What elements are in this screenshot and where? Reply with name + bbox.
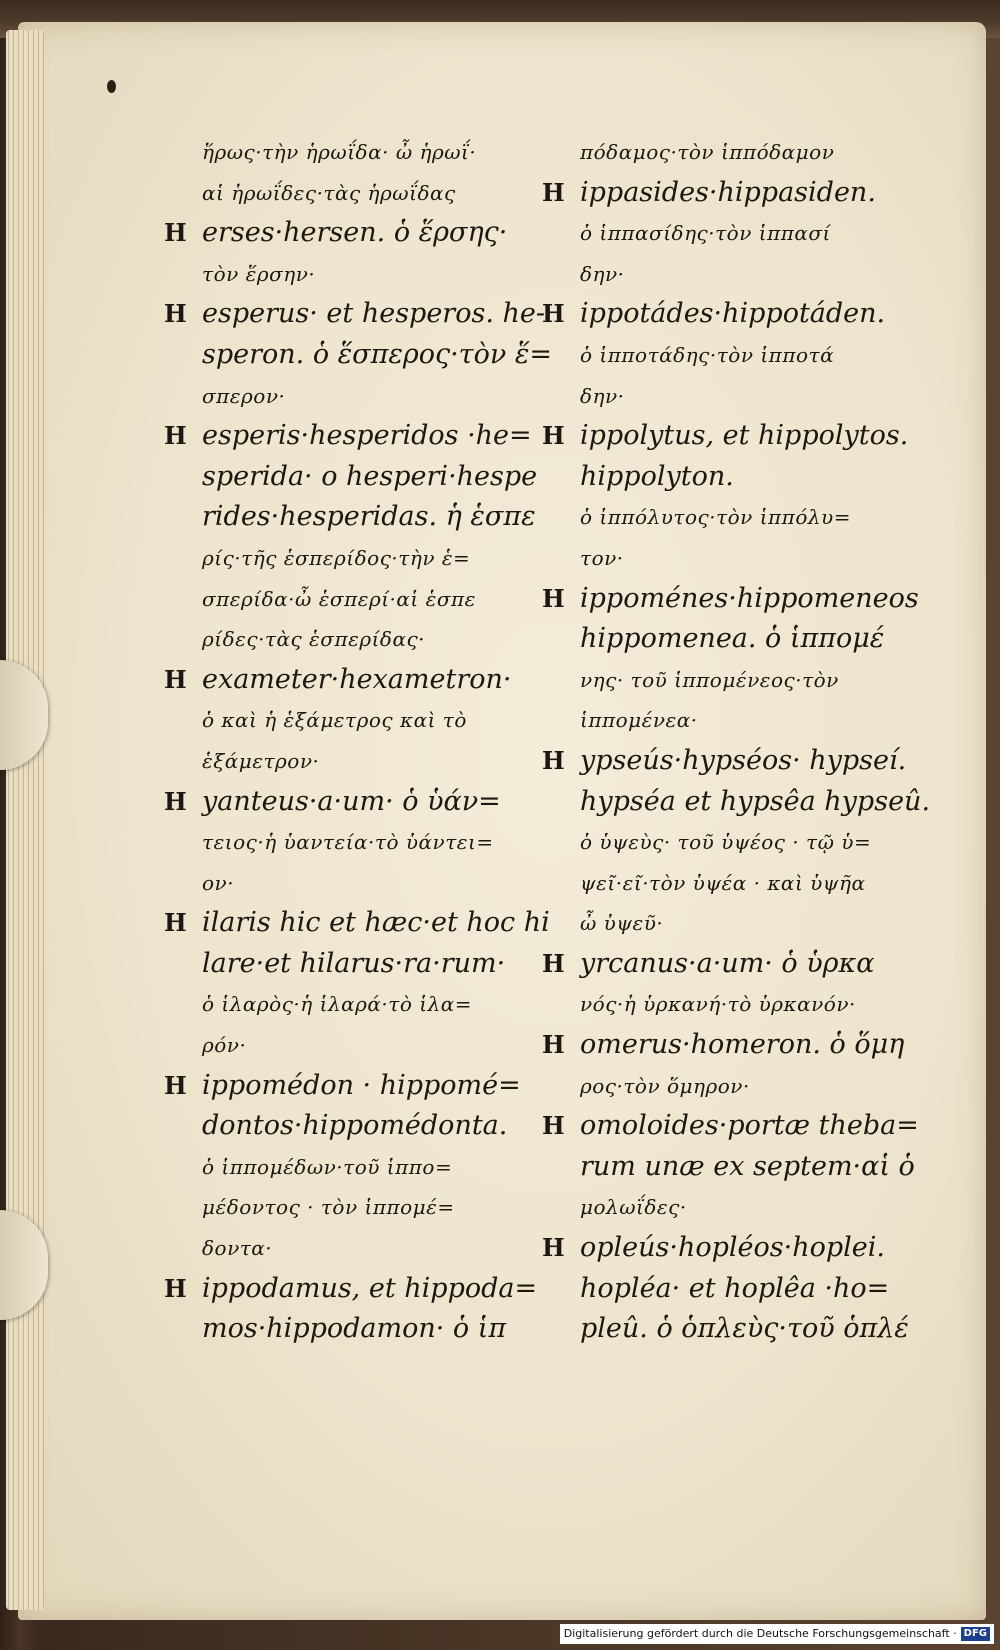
line-text: ὁ ὑψεὺς· τοῦ ὑψέος · τῷ ὑ= [580, 830, 872, 855]
line-text: δην· [580, 383, 625, 408]
entry-marker: H [164, 908, 187, 938]
text-line [542, 741, 920, 782]
ink-dot [107, 80, 116, 93]
entry-marker: H [542, 1030, 565, 1060]
line-text: speron. ὁ ἕσπερος·τὸν ἕ= [202, 338, 552, 370]
text-line [164, 903, 550, 944]
text-line [580, 376, 920, 417]
text-line [202, 1025, 542, 1066]
line-text: μολωΐδες· [580, 1195, 687, 1220]
line-text: sperida· o hesperi·hespe [202, 460, 538, 492]
line-text: ον· [202, 870, 235, 895]
entry-marker: H [542, 1233, 565, 1263]
entry-marker: H [164, 299, 187, 329]
line-text: ἱππομένεα· [580, 708, 698, 733]
text-line [580, 457, 920, 498]
line-text: τειος·ἡ ὑαντεία·τὸ ὑάντει= [202, 830, 494, 855]
text-line [202, 984, 542, 1025]
text-line [202, 254, 542, 295]
footer-text: Digitalisierung gefördert durch die Deutsche Forschungsgemeinschaft · [563, 1627, 957, 1640]
text-line [580, 1269, 920, 1310]
text-line [202, 376, 542, 417]
text-line [542, 1025, 920, 1066]
text-line [202, 822, 542, 863]
entry-marker: H [542, 745, 565, 775]
text-line [202, 132, 542, 173]
line-text: ippolytus, et hippolytos. [580, 420, 909, 452]
text-line [542, 1228, 920, 1269]
line-text: ρίς·τῆς ἑσπερίδος·τὴν ἑ= [202, 545, 471, 570]
text-line [202, 944, 542, 985]
text-line [542, 944, 920, 985]
text-line [202, 700, 542, 741]
text-line [580, 782, 931, 823]
line-text: δοντα· [202, 1236, 273, 1261]
line-text: τὸν ἕρσην· [202, 261, 316, 286]
text-line [542, 294, 920, 335]
text-line [580, 822, 920, 863]
line-text: νός·ἡ ὑρκανή·τὸ ὑρκανόν· [580, 992, 856, 1017]
line-text: ippoménes·hippomeneos [580, 582, 919, 614]
digitization-footer [560, 1624, 994, 1644]
line-text: hippomenea. ὁ ἱππομέ [580, 623, 885, 655]
entry-marker: H [164, 1273, 187, 1303]
line-text: omerus·homeron. ὁ ὅμη [580, 1029, 905, 1061]
text-line [580, 497, 920, 538]
entry-marker: H [542, 299, 565, 329]
text-line [164, 1269, 542, 1310]
line-text: ippotádes·hippotáden. [580, 298, 886, 330]
entry-marker: H [542, 583, 565, 613]
entry-marker: H [164, 218, 187, 248]
text-line [542, 1106, 920, 1147]
line-text: opleús·hopléos·hoplei. [580, 1232, 885, 1264]
text-line [164, 416, 542, 457]
line-text: lare·et hilarus·ra·rum· [202, 947, 506, 979]
text-line [580, 254, 920, 295]
line-text: ippomédon · hippomé= [202, 1069, 521, 1101]
line-text: δην· [580, 261, 625, 286]
line-text: πόδαμος·τὸν ἱππόδαμον [580, 140, 835, 164]
line-text: ὁ ἱππόλυτος·τὸν ἱππόλυ= [580, 505, 851, 530]
text-line [164, 213, 542, 254]
line-text: ὁ καὶ ἡ ἑξάμετρος καὶ τὸ [202, 708, 467, 733]
line-text: ὁ ἱλαρὸς·ἡ ἱλαρά·τὸ ἱλα= [202, 992, 473, 1017]
text-line [164, 294, 545, 335]
line-text: esperus· et hesperos. he- [202, 298, 545, 330]
line-text: ippodamus, et hippoda= [202, 1272, 538, 1304]
text-line [164, 660, 542, 701]
text-line [164, 782, 542, 823]
line-text: αἱ ἡρωΐδες·τὰς ἡρωΐδας [202, 180, 456, 205]
line-text: rides·hesperidas. ἡ ἑσπε [202, 501, 536, 533]
entry-marker: H [542, 421, 565, 451]
line-text: ilaris hic et hæc·et hoc hi [202, 907, 550, 939]
entry-marker: H [164, 421, 187, 451]
line-text: ὦ ὑψεῦ· [580, 911, 664, 936]
text-line [580, 1066, 920, 1107]
entry-marker: H [164, 1070, 187, 1100]
line-text: τον· [580, 545, 624, 570]
text-line [202, 538, 542, 579]
text-line [202, 1106, 542, 1147]
entry-marker: H [164, 786, 187, 816]
line-text: ἥρως·τὴν ἡρωΐδα· ὦ ἡρωΐ· [202, 140, 477, 164]
text-line [580, 1187, 920, 1228]
line-text: ρόν· [202, 1033, 247, 1058]
line-text: hopléa· et hoplêa ·ho= [580, 1272, 890, 1304]
text-line [542, 579, 920, 620]
line-text: exameter·hexametron· [202, 663, 512, 695]
text-line [202, 1309, 542, 1350]
text-line [202, 335, 552, 376]
text-line [202, 619, 542, 660]
line-text: mos·hippodamon· ὁ ἱπ [202, 1313, 507, 1345]
left-text-column [164, 132, 552, 1350]
dfg-logo: DFG [961, 1627, 990, 1641]
text-line [202, 457, 542, 498]
entry-marker: H [542, 1111, 565, 1141]
text-line [580, 903, 920, 944]
right-text-column [542, 132, 931, 1350]
line-text: esperis·hesperidos ·he= [202, 420, 532, 452]
text-line [542, 416, 920, 457]
entry-marker: H [164, 664, 187, 694]
line-text: ὁ ἱπποτάδης·τὸν ἱπποτά [580, 342, 835, 367]
text-line [580, 213, 920, 254]
line-text: ρίδες·τὰς ἑσπερίδας· [202, 627, 426, 652]
line-text: hypséa et hypsêa hypseû. [580, 785, 931, 817]
line-text: omoloides·portæ theba= [580, 1110, 919, 1142]
text-line [580, 863, 920, 904]
line-text: σπερον· [202, 383, 286, 408]
text-line [202, 579, 542, 620]
text-line [580, 335, 920, 376]
line-text: ἑξάμετρον· [202, 748, 320, 773]
text-line [580, 538, 920, 579]
line-text: rum unæ ex septem·αἱ ὁ [580, 1150, 915, 1182]
line-text: erses·hersen. ὁ ἕρσης· [202, 217, 508, 249]
line-text: ippasides·hippasiden. [580, 176, 876, 208]
text-line [580, 1309, 920, 1350]
line-text: ψεῖ·εῖ·τὸν ὑψέα · καὶ ὑψῆα [580, 870, 866, 895]
entry-marker: H [542, 948, 565, 978]
page-edges [6, 30, 44, 1610]
line-text: ρος·τὸν ὅμηρον· [580, 1073, 750, 1098]
text-line [580, 619, 920, 660]
text-line [580, 660, 920, 701]
line-text: yrcanus·a·um· ὁ ὑρκα [580, 947, 875, 979]
text-line [202, 497, 542, 538]
text-line [202, 1147, 542, 1188]
text-line [580, 700, 920, 741]
line-text: ὁ ἱππομέδων·τοῦ ἱππο= [202, 1154, 453, 1179]
line-text: ypseús·hypséos· hypseí. [580, 744, 907, 776]
line-text: pleû. ὁ ὁπλεὺς·τοῦ ὁπλέ [580, 1313, 909, 1345]
text-line [580, 984, 920, 1025]
line-text: μέδοντος · τὸν ἱππομέ= [202, 1195, 455, 1220]
text-line [202, 863, 542, 904]
text-line [202, 741, 542, 782]
text-line [580, 132, 920, 173]
line-text: σπερίδα·ὦ ἑσπερί·αἱ ἑσπε [202, 586, 476, 611]
line-text: νης· τοῦ ἱππομένεος·τὸν [580, 667, 839, 692]
line-text: yanteus·a·um· ὁ ὑάν= [202, 785, 501, 817]
text-line [202, 1187, 542, 1228]
line-text: ὁ ἱππασίδης·τὸν ἱππασί [580, 221, 831, 246]
text-line [164, 1066, 542, 1107]
text-line [202, 173, 542, 214]
line-text: hippolyton. [580, 460, 734, 492]
text-line [580, 1147, 920, 1188]
line-text: dontos·hippomédonta. [202, 1110, 508, 1142]
entry-marker: H [542, 177, 565, 207]
text-line [202, 1228, 542, 1269]
text-line [542, 173, 920, 214]
